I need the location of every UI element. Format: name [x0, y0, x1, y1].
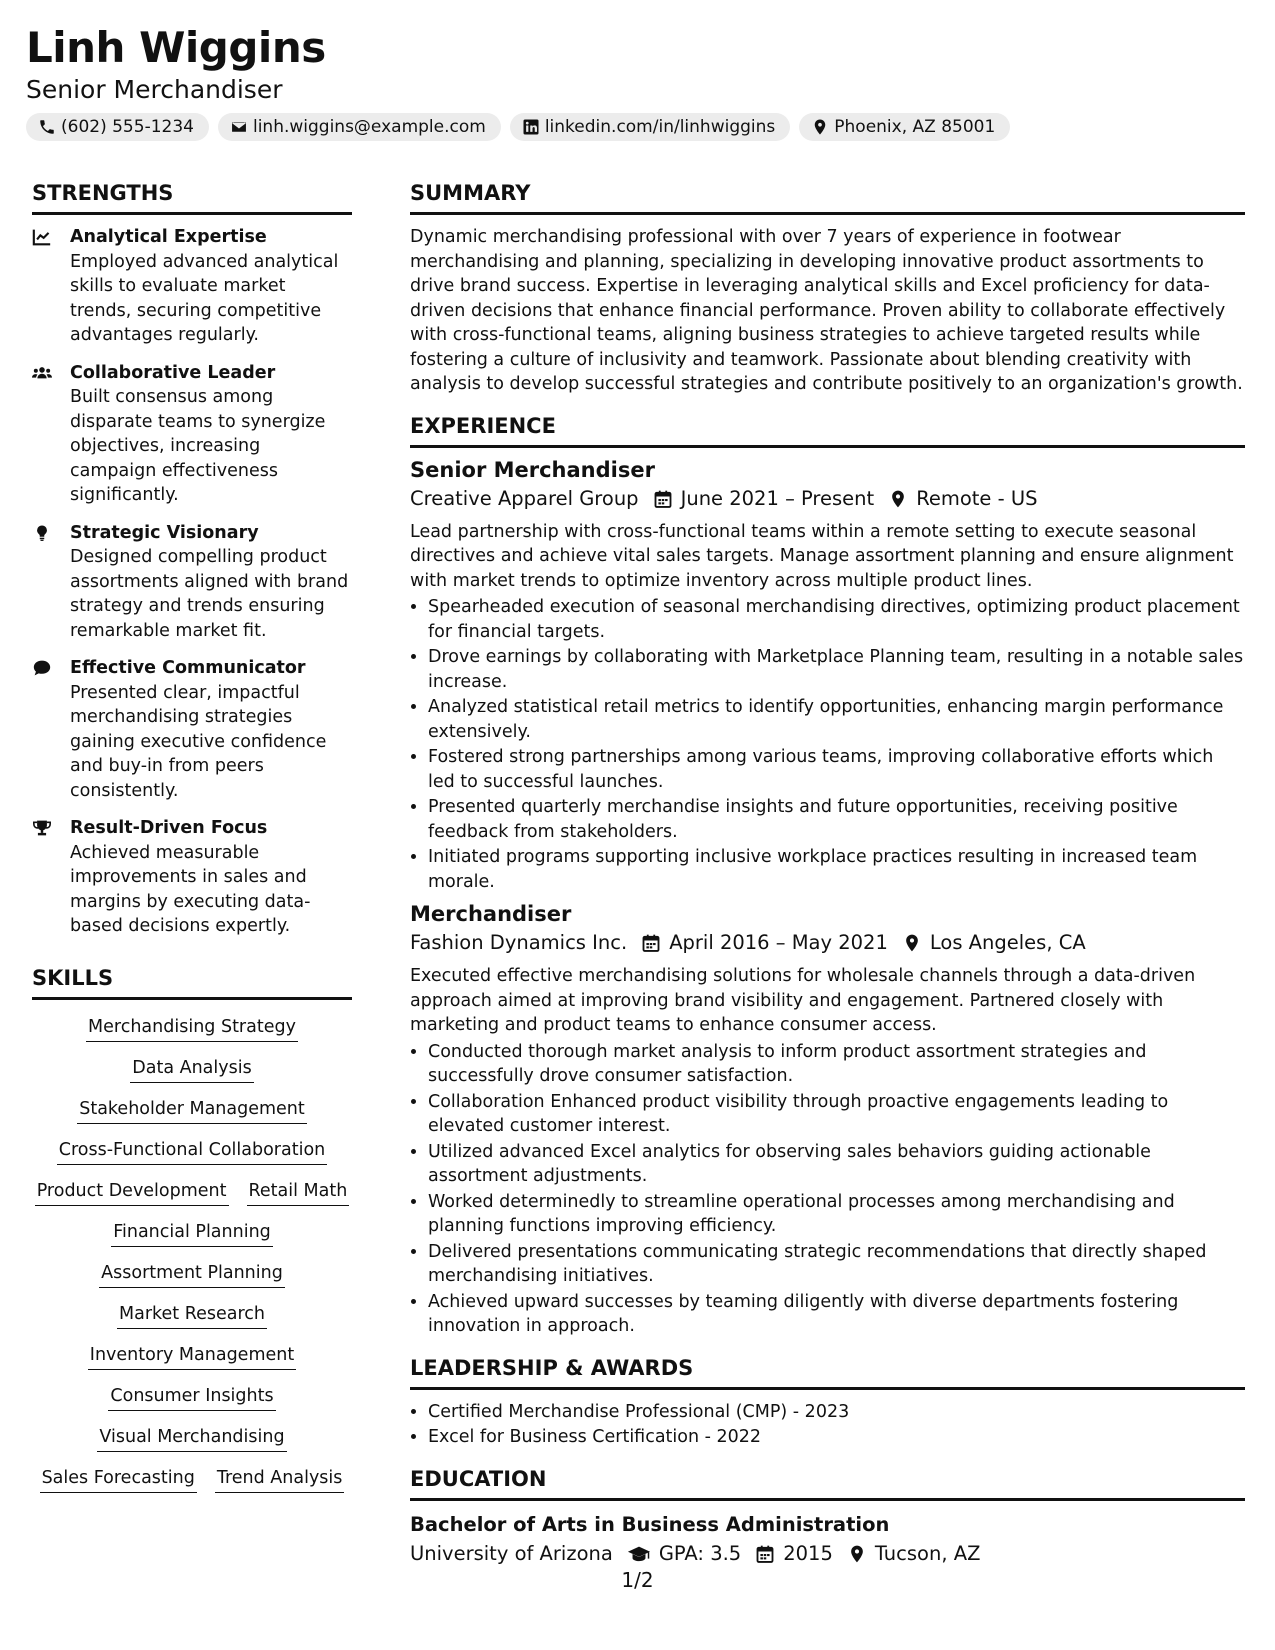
education-heading: EDUCATION [410, 1464, 1245, 1501]
education-school: University of Arizona [410, 1541, 613, 1565]
job-bullet: • Initiated programs supporting inclusive workplace practices resulting in increased team morale. [428, 845, 1245, 894]
strength-title: Analytical Expertise [70, 227, 267, 247]
strength-title: Collaborative Leader [70, 362, 276, 383]
awards-heading: LEADERSHIP & AWARDS [410, 1353, 1245, 1390]
education-gpa: GPA: 3.5 [658, 1541, 742, 1565]
job-description: Lead partnership with cross-functional teams within a remote setting to execute seasonal directives and achieve vital sales targets. Manage assortment planning and ensure alignment with market trends to optimize inventory across multiple product lines. [410, 521, 1234, 591]
contact-email[interactable] [218, 113, 501, 141]
skill-tag: Data Analysis [130, 1055, 253, 1083]
left-column [32, 178, 352, 1506]
experience-heading: EXPERIENCE [410, 411, 1245, 448]
linkedin-icon [522, 118, 540, 136]
contact-phone[interactable] [26, 113, 209, 141]
job-bullets [410, 1040, 1245, 1339]
job-bullet: • Collaboration Enhanced product visibility through proactive engagements leading to elevated customer interest. [428, 1090, 1245, 1139]
contact-linkedin-text: linkedin.com/in/linhwiggins [544, 117, 776, 137]
page-number: 1/2 [621, 1568, 654, 1592]
skill-row [32, 1219, 352, 1247]
skill-tag: Sales Forecasting [40, 1465, 197, 1493]
awards-list [410, 1400, 1245, 1450]
candidate-title: Senior Merchandiser [26, 75, 283, 104]
chart-line-icon [32, 228, 52, 246]
map-pin-icon [811, 118, 829, 136]
skill-row [32, 1137, 352, 1165]
users-icon [32, 364, 52, 382]
right-column [410, 178, 1245, 1575]
skill-row [32, 1260, 352, 1288]
skill-row [32, 1424, 352, 1452]
skill-row [32, 1342, 352, 1370]
education-degree: Bachelor of Arts in Business Administration [410, 1512, 890, 1536]
strength-item [32, 816, 352, 939]
skill-row [32, 1178, 352, 1206]
contact-bar [26, 113, 1010, 141]
job-location: Los Angeles, CA [929, 931, 1086, 954]
calendar-icon [755, 1544, 775, 1564]
skill-tag: Product Development [35, 1178, 229, 1206]
job-dates: April 2016 – May 2021 [669, 931, 888, 954]
skill-tag: Inventory Management [88, 1342, 296, 1370]
job-bullet: • Drove earnings by collaborating with Marketplace Planning team, resulting in a notable sales increase. [428, 645, 1245, 694]
strength-text: Presented clear, impactful merchandising strategies gaining executive confidence and buy-in from peers consistently. [70, 682, 327, 801]
graduation-cap-icon [627, 1544, 651, 1564]
strengths-heading: STRENGTHS [32, 178, 352, 215]
job-location: Remote - US [916, 486, 1038, 510]
strength-item [32, 225, 352, 348]
skills-section [32, 963, 352, 1493]
skill-tag: Financial Planning [111, 1219, 273, 1247]
skill-tag: Merchandising Strategy [86, 1014, 298, 1042]
skill-row [32, 1383, 352, 1411]
job-bullet: • Fostered strong partnerships among various teams, improving collaborative efforts which led to successful launches. [428, 745, 1245, 794]
map-pin-icon [902, 933, 922, 953]
job-bullet: • Delivered presentations communicating strategic recommendations that directly shaped merchandising initiatives. [428, 1240, 1245, 1289]
skill-tag: Cross-Functional Collaboration [57, 1137, 328, 1165]
job-meta [410, 928, 1245, 958]
job-bullet: • Conducted thorough market analysis to inform product assortment strategies and successfully drove consumer satisfaction. [428, 1040, 1245, 1089]
skill-tag: Stakeholder Management [77, 1096, 307, 1124]
candidate-name: Linh Wiggins [26, 23, 326, 72]
strength-title: Effective Communicator [70, 658, 306, 678]
strength-item [32, 521, 352, 644]
skill-tag: Retail Math [247, 1178, 350, 1206]
skill-tag: Visual Merchandising [97, 1424, 286, 1452]
job-company: Fashion Dynamics Inc. [410, 931, 628, 954]
job-bullet: • Worked determinedly to streamline operational processes among merchandising and planning functions improving efficiency. [428, 1190, 1245, 1239]
job-bullet: • Achieved upward successes by teaming diligently with diverse departments fostering innovation in approach. [428, 1290, 1245, 1339]
skill-row [32, 1301, 352, 1329]
job-bullet: • Presented quarterly merchandise insights and future opportunities, receiving positive feedback from stakeholders. [428, 795, 1245, 844]
strength-text: Achieved measurable improvements in sales and margins by executing data-based decisions expertly. [70, 842, 311, 936]
skill-row [32, 1055, 352, 1083]
job-meta [410, 484, 1245, 514]
strength-text: Designed compelling product assortments aligned with brand strategy and trends ensuring remarkable market fit. [70, 547, 349, 641]
award-item: • Certified Merchandise Professional (CMP) - 2023 [428, 1400, 1245, 1425]
trophy-icon [32, 819, 52, 837]
award-item: • Excel for Business Certification - 2022 [428, 1425, 1245, 1450]
summary-heading: SUMMARY [410, 178, 1245, 215]
map-pin-icon [847, 1544, 867, 1564]
contact-location-text: Phoenix, AZ 85001 [834, 117, 996, 137]
skill-tag: Consumer Insights [108, 1383, 275, 1411]
contact-email-text: linh.wiggins@example.com [252, 117, 486, 137]
skills-heading: SKILLS [32, 963, 352, 1000]
contact-linkedin[interactable] [510, 113, 790, 141]
strength-text: Built consensus among disparate teams to synergize objectives, increasing campaign effectiveness significantly. [70, 387, 326, 505]
calendar-icon [641, 933, 661, 953]
skill-tag: Market Research [117, 1301, 267, 1329]
skill-tag: Assortment Planning [99, 1260, 285, 1288]
speech-bubble-icon [32, 659, 52, 677]
envelope-icon [230, 118, 248, 136]
job-entry [410, 900, 1245, 1339]
education-location: Tucson, AZ [874, 1541, 981, 1565]
strength-title: Strategic Visionary [70, 522, 259, 543]
job-bullet: • Utilized advanced Excel analytics for observing sales behaviors guiding actionable assortment adjustments. [428, 1140, 1245, 1189]
map-pin-icon [888, 489, 908, 509]
lightbulb-icon [32, 524, 52, 542]
job-description: Executed effective merchandising solutions for wholesale channels through a data-driven approach aimed at improving brand visibility and engagement. Partnered closely with marketing and product teams to enhance consumer access. [410, 966, 1196, 1035]
strength-item [32, 656, 352, 803]
strength-text: Employed advanced analytical skills to evaluate market trends, securing competitive advantages regularly. [70, 251, 339, 345]
skill-row [32, 1465, 352, 1493]
phone-icon [38, 118, 56, 136]
contact-location [799, 113, 1010, 141]
job-bullets [410, 595, 1245, 894]
job-entry [410, 456, 1245, 895]
job-dates: June 2021 – Present [680, 486, 875, 510]
job-bullet: • Analyzed statistical retail metrics to identify opportunities, enhancing margin performance extensively. [428, 695, 1245, 744]
contact-phone-text: (602) 555-1234 [61, 117, 194, 137]
job-title: Senior Merchandiser [410, 457, 655, 482]
education-meta [410, 1539, 1245, 1569]
job-title: Merchandiser [410, 902, 572, 926]
summary-text: Dynamic merchandising professional with over 7 years of experience in footwear merchandising and planning, specializing in developing innovative product assortments to drive brand success. Expertise in leveraging analytical skills and Excel proficiency for data-driven decisions that enhance financial performance. Proven ability to collaborate effectively with cross-functional teams, aligning business strategies to achieve targeted results while fostering a culture of inclusivity and teamwork. Passionate about blending creativity with analysis to develop successful strategies and contribute positively to an organization's growth. [410, 227, 1243, 394]
calendar-icon [653, 489, 673, 509]
job-company: Creative Apparel Group [410, 486, 639, 510]
skill-tag: Trend Analysis [215, 1465, 345, 1493]
education-year: 2015 [783, 1541, 833, 1565]
job-bullet: • Spearheaded execution of seasonal merchandising directives, optimizing product placement for financial targets. [428, 595, 1245, 644]
skill-row [32, 1096, 352, 1124]
skill-row [32, 1014, 352, 1042]
strength-title: Result-Driven Focus [70, 818, 268, 838]
strength-item [32, 361, 352, 508]
